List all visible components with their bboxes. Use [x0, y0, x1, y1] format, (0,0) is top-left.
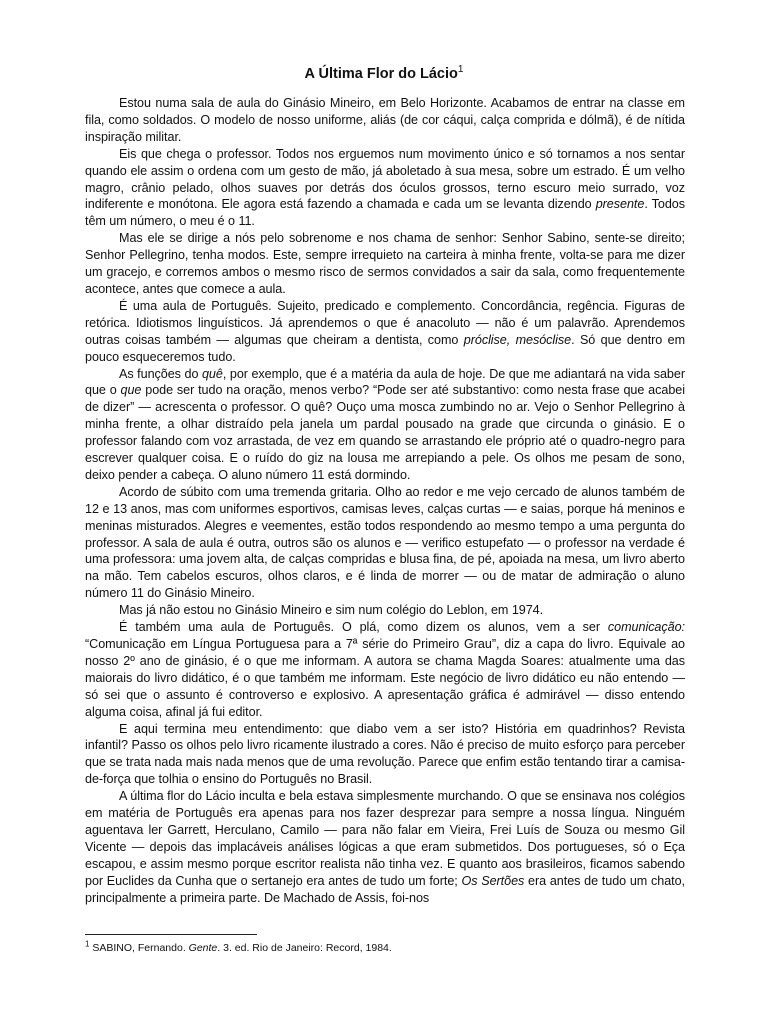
- italic-segment: comunicação:: [607, 620, 685, 635]
- paragraph: [85, 230, 685, 298]
- text-segment: Eis que chega o professor. Todos nos erguemos num movimento único e só tornamos a nos sentar quando ele assim o ordena com um gesto de mão, já aboletado à sua mesa, sobre um estrado. É um velho magro, crânio pelado, olhos suaves por detrás dos óculos grossos, terno escuro meio surrado, voz indiferente e monótona. Ele agora está fazendo a chamada e cada um se levanta dizendo: [85, 146, 685, 212]
- footnote: [85, 941, 685, 955]
- text-segment: . 3. ed. Rio de Janeiro: Record, 1984.: [217, 942, 392, 954]
- text-segment: Mas já não estou no Ginásio Mineiro e sim num colégio do Leblon, em 1974.: [119, 603, 544, 618]
- text-segment: Mas ele se dirige a nós pelo sobrenome e nos chama de senhor: Senhor Sabino, sente-se direito; Senhor Pellegrino, tenha modos. Este, sempre irrequieto na carteira à minha frente, volta-se para me dizer um gracejo, e corremos ambos o mesmo risco de sermos convidados a sair da sala, como frequentemente acontece, antes que comece a aula.: [85, 231, 685, 296]
- body-text: [85, 95, 685, 907]
- text-segment: era antes de tudo um chato, principalmente a primeira parte. De Machado de Assis, foi-nos: [85, 873, 685, 905]
- paragraph: [85, 602, 685, 619]
- paragraph: [85, 484, 685, 602]
- text-segment: “Comunicação em Língua Portuguesa para a 7ª série do Primeiro Grau”, diz a capa do livro. Equivale ao nosso 2º ano de ginásio, é o que me informam. A autora se chama Magda Soares: atualmente uma das maiorais do livro didático, é o que também me informam. Este negócio de livro didático eu não entendo — só sei que o assunto é controverso e explosivo. A apresentação gráfica é admirável — disso entendo alguma coisa, afinal já fui editor.: [85, 637, 685, 719]
- italic-segment: Gente: [188, 942, 218, 954]
- text-segment: Acordo de súbito com uma tremenda gritaria. Olho ao redor e me vejo cercado de alunos também de 12 e 13 anos, mas com uniformes esportivos, camisas leves, calças curtas — e saias, porque há meninos e meninas misturados. Alegres e veementes, estão todos respondendo ao mesmo tempo a uma pergunta do professor. A sala de aula é outra, outros são os alunos e — verifico estupefato — o professor na verdade é uma professora: uma jovem alta, de calças compridas e blusa fina, de pé, apoiada na mesa, um livro aberto na mão. Tem cabelos escuros, olhos claros, e é linda de morrer — ou de matar de admiração o aluno número 11 do Ginásio Mineiro.: [85, 484, 685, 601]
- text-segment: É uma aula de Português. Sujeito, predicado e complemento. Concordância, regência. Figuras de retórica. Idiotismos linguísticos. Já aprendemos o que é anacoluto — não é um palavrão. Aprendemos outras coisas também — algumas que cheiram a dentista, como: [85, 298, 685, 347]
- text-segment: . Só que dentro em pouco esqueceremos tudo.: [85, 332, 686, 364]
- text-segment: A última flor do Lácio inculta e bela estava simplesmente murchando. O que se ensinava nos colégios em matéria de Português era apenas para nos fazer desprezar para sempre a nossa língua. Ninguém aguentava ler Garrett, Herculano, Camilo — para não falar em Vieira, Frei Luís de Souza ou mesmo Gil Vicente — depois das implacáveis análises lógicas a que eram submetidos. Dos portugueses, só o Eça escapou, e assim mesmo porque escritor realista não tinha vez. E quanto aos brasileiros, ficamos sabendo por Euclides da Cunha que o sertanejo era antes de tudo um forte;: [85, 789, 685, 888]
- paragraph: [85, 366, 685, 484]
- paragraph: [85, 788, 685, 906]
- title-footnote-mark: 1: [457, 64, 464, 76]
- text-segment: pode ser tudo na oração, menos verbo? “Pode ser até substantivo: como nesta frase que acabei de dizer” — acrescenta o professor. O quê? Ouço uma mosca zumbindo no ar. Vejo o Senhor Pellegrino à minha frente, a olhar distraído pela janela um pardal pousado na grade que circunda o ginásio. E o professor falando com voz arrastada, de vez em quando se arrastando ele próprio até o quadro-negro para escrever qualquer coisa. E o ruído do giz na lousa me arrepiando a pele. Os olhos me pesam de sono, deixo pender a cabeça. O aluno número 11 está dormindo.: [85, 383, 685, 482]
- italic-segment: Os Sertões: [461, 873, 525, 888]
- footnote-text: [89, 942, 391, 954]
- paragraph: [85, 619, 685, 720]
- paragraph: [85, 721, 685, 789]
- document-title: [0, 64, 768, 84]
- italic-segment: quê: [201, 366, 223, 381]
- text-segment: Estou numa sala de aula do Ginásio Mineiro, em Belo Horizonte. Acabamos de entrar na classe em fila, como soldados. O modelo de nosso uniforme, aliás (de cor cáqui, calça comprida e dólmã), é de nítida inspiração militar.: [85, 96, 685, 144]
- text-segment: . Todos têm um número, o meu é o 11.: [85, 197, 685, 229]
- text-segment: , por exemplo, que é a matéria da aula de hoje. De que me adiantará na vida saber que o: [85, 366, 685, 398]
- italic-segment: próclise, mesóclise: [463, 332, 572, 347]
- italic-segment: presente: [595, 197, 645, 212]
- text-segment: E aqui termina meu entendimento: que diabo vem a ser isto? História em quadrinhos? Revista infantil? Passo os olhos pelo livro ricamente ilustrado a cores. Não é preciso de muito esforço para perceber que se trata nada mais nada menos que de uma revolução. Parece que enfim estão tentando tirar a camisa-de-força que tolhia o ensino do Português no Brasil.: [85, 721, 685, 787]
- paragraph: [85, 146, 685, 231]
- italic-segment: que: [120, 383, 142, 398]
- paragraph: [85, 298, 685, 366]
- text-segment: É também uma aula de Português. O plá, como dizem os alunos, vem a ser: [119, 620, 608, 635]
- text-segment: As funções do: [119, 366, 202, 381]
- text-segment: SABINO, Fernando.: [89, 942, 189, 954]
- paragraph: [85, 95, 685, 146]
- footnote-divider: [85, 934, 257, 935]
- title-text: A Última Flor do Lácio: [304, 66, 458, 82]
- footnote-mark: 1: [85, 939, 90, 949]
